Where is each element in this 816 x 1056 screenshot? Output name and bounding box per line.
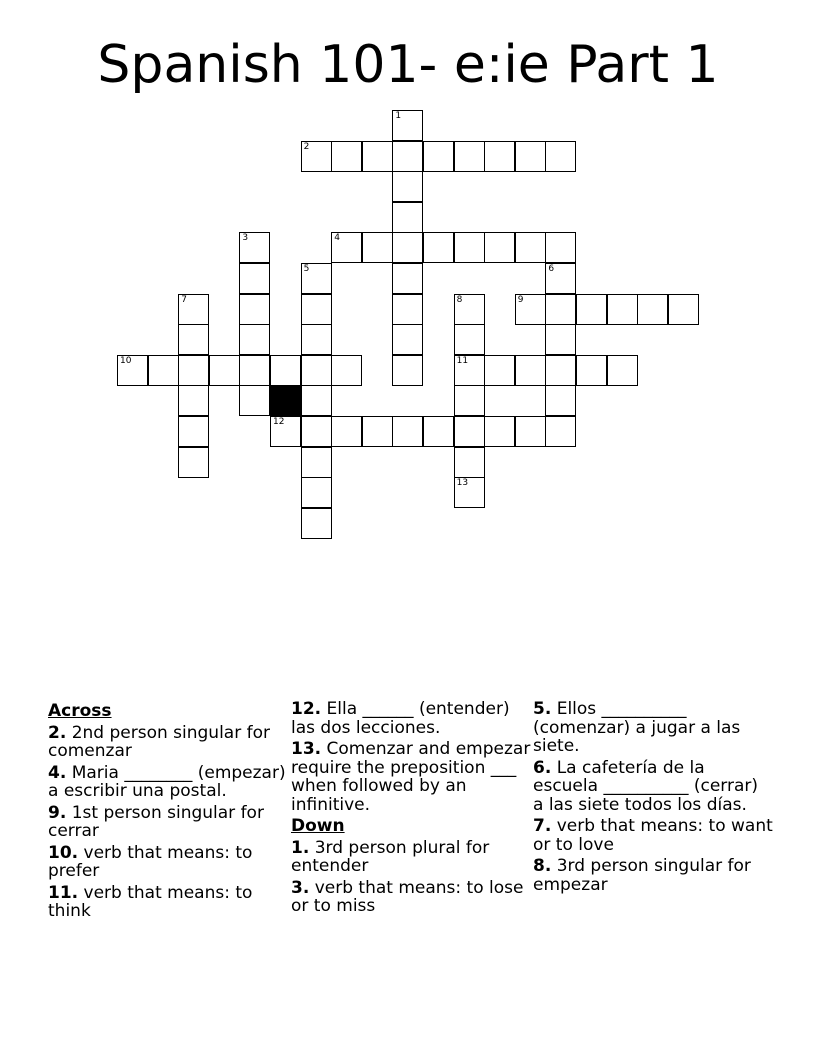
grid-cell[interactable] [239,324,270,355]
clue-number-label: 7. [533,816,552,836]
clue-number: 1 [395,111,402,121]
grid-cell[interactable] [515,294,546,325]
grid-cell[interactable] [239,263,270,294]
across-clue [48,764,288,801]
clue-number: 8 [456,294,463,305]
grid-cell[interactable] [331,141,362,172]
grid-cell[interactable] [576,355,607,386]
down-clue [533,817,773,854]
grid-cell[interactable] [362,141,393,172]
down-clue [291,839,531,876]
across-clue [48,844,288,881]
grid-cell[interactable] [270,355,301,386]
clue-number: 12 [273,417,285,427]
across-clue-list-continued [291,700,531,814]
clue-column-3 [533,700,773,897]
grid-cell[interactable] [392,263,423,294]
clue-text: La cafetería de la escuela __________ (cerrar) a las siete todos los días. [533,757,759,815]
grid-cell[interactable] [392,171,423,202]
grid-cell[interactable] [637,294,668,325]
across-clue [48,804,288,841]
clue-number: 3 [242,233,249,244]
grid-cell[interactable] [301,294,332,325]
down-clue [291,879,531,916]
grid-cell[interactable] [301,477,332,508]
clue-column-2 [291,700,531,919]
grid-cell[interactable] [239,355,270,386]
clue-number-label: 4. [48,762,67,783]
grid-cell[interactable] [178,385,209,416]
black-block [270,385,301,416]
grid-cell[interactable] [301,324,332,355]
clue-number: 13 [456,478,469,489]
grid-cell[interactable] [178,447,209,478]
clue-number: 6 [548,264,555,274]
clue-text: 3rd person plural for entender [291,837,490,876]
grid-cell[interactable] [209,355,240,386]
grid-cell[interactable] [454,477,485,508]
clue-number-label: 11. [48,882,79,903]
grid-cell[interactable] [270,416,301,447]
across-clue-list [48,724,288,921]
clue-number: 4 [334,233,340,244]
grid-cell[interactable] [148,355,179,386]
clue-number-label: 5. [533,699,552,719]
grid-cell[interactable] [301,416,332,447]
grid-cell[interactable] [607,294,638,325]
clue-number-label: 1. [291,837,310,858]
grid-cell[interactable] [545,385,576,416]
clue-text: verb that means: to prefer [48,842,253,881]
grid-cell[interactable] [668,294,699,325]
clue-number-label: 3. [291,877,310,898]
grid-cell[interactable] [301,447,332,478]
grid-cell[interactable] [515,355,546,386]
grid-cell[interactable] [545,141,576,172]
across-clue [48,884,288,921]
grid-cell[interactable] [392,110,423,141]
grid-cell[interactable] [515,416,546,447]
grid-cell[interactable] [515,141,546,172]
clue-number-label: 6. [533,757,552,778]
grid-cell[interactable] [484,416,515,447]
grid-cell[interactable] [392,202,423,233]
grid-cell[interactable] [362,232,393,263]
grid-cell[interactable] [454,232,485,263]
grid-cell[interactable] [178,324,209,355]
across-header: Across [48,701,112,721]
clue-number: 2 [303,141,310,152]
across-clue [291,740,531,814]
grid-cell[interactable] [178,355,209,386]
grid-cell[interactable] [454,355,485,386]
clue-text: verb that means: to lose or to miss [291,877,524,916]
grid-cell[interactable] [454,141,485,172]
grid-cell[interactable] [301,355,332,386]
down-clue [533,857,773,894]
grid-cell[interactable] [239,232,270,263]
grid-cell[interactable] [392,141,423,172]
grid-cell[interactable] [301,141,332,172]
grid-cell[interactable] [117,355,148,386]
grid-cell[interactable] [576,294,607,325]
grid-cell[interactable] [392,355,423,386]
clue-text: Maria ________ (empezar) a escribir una postal. [48,762,286,801]
grid-cell[interactable] [301,263,332,294]
grid-cell[interactable] [331,232,362,263]
grid-cell[interactable] [484,355,515,386]
puzzle-title: Spanish 101- e:ie Part 1 [97,35,719,95]
grid-cell[interactable] [178,416,209,447]
clue-column-1 [48,700,288,924]
clue-number: 5 [303,264,310,274]
clue-text: 3rd person singular for empezar [533,856,751,895]
grid-cell[interactable] [239,385,270,416]
across-clue [291,700,531,737]
clue-text: Ella ______ (entender) las dos lecciones. [291,699,510,738]
down-clue-list [291,839,531,916]
clue-number-label: 10. [48,842,79,863]
grid-cell[interactable] [362,416,393,447]
grid-cell[interactable] [239,294,270,325]
clue-text: verb that means: to think [48,882,253,921]
grid-cell[interactable] [423,232,454,263]
clue-number-label: 2. [48,722,67,743]
grid-cell[interactable] [607,355,638,386]
grid-cell[interactable] [545,232,576,263]
clue-number-label: 13. [291,739,322,759]
clue-number-label: 9. [48,802,67,823]
down-clue [533,759,773,815]
grid-cell[interactable] [301,385,332,416]
clue-number-label: 12. [291,699,322,719]
grid-cell[interactable] [331,355,362,386]
clue-number: 9 [517,294,524,305]
clue-text: Comenzar and empezar require the preposition ___ when followed by an infinitive. [291,739,531,815]
clue-number: 10 [120,355,132,366]
grid-cell[interactable] [392,294,423,325]
grid-cell[interactable] [545,355,576,386]
grid-cell[interactable] [331,416,362,447]
grid-cell[interactable] [454,385,485,416]
clue-number: 7 [181,294,187,305]
down-header: Down [291,816,345,836]
grid-cell[interactable] [545,324,576,355]
clue-text: 2nd person singular for comenzar [48,722,270,761]
grid-cell[interactable] [178,294,209,325]
grid-cell[interactable] [392,416,423,447]
clue-text: Ellos __________ (comenzar) a jugar a las siete. [533,699,741,756]
grid-cell[interactable] [423,141,454,172]
grid-cell[interactable] [454,324,485,355]
across-clue [48,724,288,761]
grid-cell[interactable] [545,263,576,294]
clue-text: verb that means: to want or to love [533,816,773,855]
grid-cell[interactable] [545,294,576,325]
grid-cell[interactable] [301,508,332,539]
grid-cell[interactable] [515,232,546,263]
clue-number: 11 [456,355,469,366]
clue-number-label: 8. [533,856,552,876]
grid-cell[interactable] [392,232,423,263]
down-clue-list-continued [533,700,773,894]
grid-cell[interactable] [454,294,485,325]
grid-cell[interactable] [545,416,576,447]
down-clue [533,700,773,756]
grid-cell[interactable] [454,416,485,447]
grid-cell[interactable] [454,447,485,478]
grid-cell[interactable] [484,141,515,172]
grid-cell[interactable] [484,232,515,263]
grid-cell[interactable] [392,324,423,355]
grid-cell[interactable] [423,416,454,447]
clue-text: 1st person singular for cerrar [48,802,264,841]
